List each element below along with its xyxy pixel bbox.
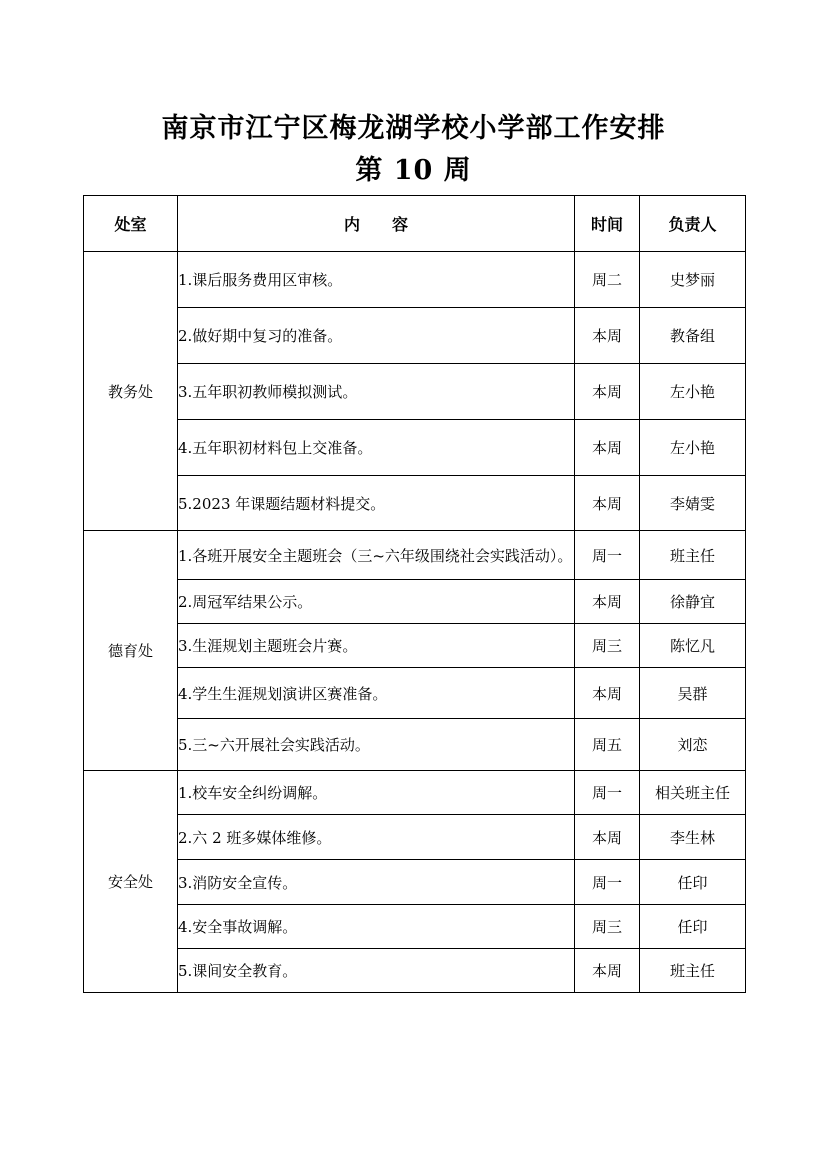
content-cell: 2.周冠军结果公示。 [178, 580, 575, 624]
content-cell: 5.三~六开展社会实践活动。 [178, 719, 575, 771]
table-row [84, 860, 746, 905]
content-cell: 3.五年职初教师模拟测试。 [178, 364, 575, 420]
time-cell: 本周 [575, 949, 640, 993]
owner-cell: 任印 [640, 905, 746, 949]
owner-cell: 任印 [640, 860, 746, 905]
content-cell: 5.课间安全教育。 [178, 949, 575, 993]
content-cell: 1.课后服务费用区审核。 [178, 252, 575, 308]
owner-cell: 李婧雯 [640, 476, 746, 531]
owner-cell: 左小艳 [640, 364, 746, 420]
owner-cell: 班主任 [640, 949, 746, 993]
table-row [84, 815, 746, 860]
time-cell: 本周 [575, 420, 640, 476]
header-owner: 负责人 [640, 196, 746, 252]
time-cell: 本周 [575, 476, 640, 531]
owner-cell: 班主任 [640, 531, 746, 580]
table-row [84, 668, 746, 719]
owner-cell: 刘恋 [640, 719, 746, 771]
table-row [84, 580, 746, 624]
header-content: 内 容 [178, 196, 575, 252]
table-row [84, 905, 746, 949]
content-cell: 4.五年职初材料包上交准备。 [178, 420, 575, 476]
time-cell: 本周 [575, 308, 640, 364]
header-dept: 处室 [84, 196, 178, 252]
time-cell: 周一 [575, 531, 640, 580]
table-row [84, 364, 746, 420]
page-title: 南京市江宁区梅龙湖学校小学部工作安排 [161, 113, 666, 144]
dept-cell: 安全处 [84, 771, 178, 993]
time-cell: 周二 [575, 252, 640, 308]
content-cell: 2.六 2 班多媒体维修。 [178, 815, 575, 860]
owner-cell: 左小艳 [640, 420, 746, 476]
content-cell: 1.各班开展安全主题班会（三~六年级围绕社会实践活动）。 [178, 531, 575, 580]
time-cell: 本周 [575, 364, 640, 420]
table-row [84, 252, 746, 308]
content-cell: 5.2023 年课题结题材料提交。 [178, 476, 575, 531]
owner-cell: 陈忆凡 [640, 624, 746, 668]
owner-cell: 徐静宜 [640, 580, 746, 624]
time-cell: 本周 [575, 815, 640, 860]
table-row [84, 308, 746, 364]
table-row [84, 719, 746, 771]
content-cell: 2.做好期中复习的准备。 [178, 308, 575, 364]
time-cell: 周一 [575, 771, 640, 815]
owner-cell: 李生林 [640, 815, 746, 860]
content-cell: 3.生涯规划主题班会片赛。 [178, 624, 575, 668]
time-cell: 本周 [575, 668, 640, 719]
week-label: 第 10 周 [355, 155, 472, 186]
table-row [84, 531, 746, 580]
schedule-table [83, 195, 746, 993]
owner-cell: 吴群 [640, 668, 746, 719]
owner-cell: 相关班主任 [640, 771, 746, 815]
time-cell: 本周 [575, 580, 640, 624]
content-cell: 3.消防安全宣传。 [178, 860, 575, 905]
dept-cell: 教务处 [84, 252, 178, 531]
table-row [84, 420, 746, 476]
time-cell: 周三 [575, 905, 640, 949]
table-row [84, 476, 746, 531]
content-cell: 1.校车安全纠纷调解。 [178, 771, 575, 815]
header-time: 时间 [575, 196, 640, 252]
time-cell: 周一 [575, 860, 640, 905]
table-row [84, 771, 746, 815]
owner-cell: 教备组 [640, 308, 746, 364]
time-cell: 周五 [575, 719, 640, 771]
owner-cell: 史梦丽 [640, 252, 746, 308]
dept-cell: 德育处 [84, 531, 178, 771]
table-row [84, 949, 746, 993]
header-row [84, 196, 746, 252]
time-cell: 周三 [575, 624, 640, 668]
content-cell: 4.学生生涯规划演讲区赛准备。 [178, 668, 575, 719]
content-cell: 4.安全事故调解。 [178, 905, 575, 949]
table-row [84, 624, 746, 668]
